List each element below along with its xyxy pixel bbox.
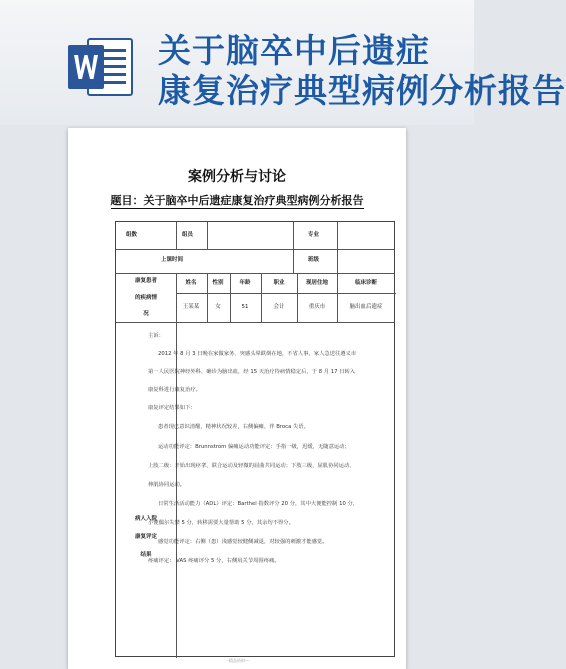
table-rule — [261, 273, 262, 322]
banner-title-line1: 关于脑卒中后遗症 — [158, 31, 430, 70]
note-line: 2012 年 8 月 3 日晚在家做家务，突感头晕跌倒在地，不省人事，家人急送往遵义市 — [158, 351, 357, 357]
patient-label-line: 康复患者 — [134, 278, 158, 284]
header-banner — [0, 0, 566, 125]
note-line: 日常生活活动能力（ADL）评定：Barthel 指数评分 20 分，其中大便能控制 10 分， — [158, 501, 359, 507]
patient-header: 性别 — [212, 280, 224, 286]
note-line: 运动功能评定：Brunnstrom 偏瘫运动功能评定：手指一级，迟缓，无随意运动； — [158, 444, 350, 450]
class-time-label: 上课时间 — [161, 257, 184, 263]
note-line: 疼痛评定： VAS 疼痛评分 5 分，右侧肩关节周围疼痛。 — [148, 558, 280, 564]
members-label: 组员 — [182, 232, 194, 238]
table-rule — [293, 222, 294, 273]
table-rule — [176, 293, 396, 294]
eval-label-line: 康复评定 — [134, 534, 158, 540]
table-rule — [207, 273, 208, 322]
patient-label-line: 况 — [143, 311, 149, 317]
document-subject — [68, 192, 406, 208]
patient-label-line: 的疾病情 — [134, 295, 158, 301]
class-label: 班级 — [308, 257, 320, 263]
table-rule — [337, 273, 338, 322]
patient-value: 51 — [241, 304, 249, 310]
word-doc-icon — [66, 37, 134, 97]
group-no-label: 组数 — [126, 232, 138, 238]
table-rule — [116, 322, 394, 323]
patient-header: 现居住地 — [305, 280, 329, 286]
major-label: 专业 — [308, 232, 320, 238]
patient-value: 重庆市 — [308, 304, 326, 310]
note-line: 患者现已意识清醒，精神状况较差，右侧偏瘫，伴 Broca 失语。 — [158, 424, 309, 430]
table-rule — [230, 273, 231, 322]
banner-title-line2: 康复治疗典型病例分析报告 — [158, 71, 566, 110]
note-line: 第一人民医院神经外科，确诊为脑出血，经 15 天治疗待病情稳定后，于 8 月 17 日转入 — [148, 369, 356, 375]
document-page — [68, 128, 406, 669]
table-rule — [116, 273, 394, 274]
table-rule — [337, 222, 338, 273]
subject-text: 题目：关于脑卒中后遗症康复治疗典型病例分析报告 — [110, 194, 364, 207]
patient-header: 职业 — [273, 280, 285, 286]
note-line: 主诉： — [148, 333, 164, 339]
eval-label-line: 病人入院 — [134, 516, 158, 522]
note-line: 上肢二级：开始出现痉挛，联合运动及轻微的屈曲共同运动；下肢三级，屈肌协同运动、 — [148, 463, 355, 469]
table-rule — [207, 222, 208, 249]
page-footer: 一精品资料— — [225, 658, 249, 663]
patient-header: 年龄 — [239, 280, 251, 286]
patient-header: 临床诊断 — [354, 280, 378, 286]
table-rule — [176, 222, 177, 249]
document-heading: 案例分析与讨论 — [188, 169, 286, 185]
eval-label-line: 结果 — [140, 552, 152, 558]
patient-header: 姓名 — [185, 280, 197, 286]
note-line: 康复评定结果如下： — [148, 405, 196, 411]
note-line: 小便偶尔失禁 5 分，转移需要大量帮助 5 分，其余均不得分。 — [148, 520, 294, 526]
case-table — [115, 221, 395, 657]
note-line: 康复科进行康复治疗。 — [148, 387, 201, 393]
table-rule — [297, 273, 298, 322]
patient-value: 王某某 — [182, 304, 200, 310]
patient-value: 脑出血后遗症 — [349, 304, 383, 310]
note-line: 感觉功能评定：右侧（患）浅感觉较健侧减退，对较强的刺激才能感觉。 — [158, 539, 328, 545]
patient-value: 女 — [215, 304, 221, 310]
note-line: 伸肌协同运动。 — [148, 482, 186, 488]
table-rule — [116, 249, 394, 250]
patient-value: 会计 — [273, 304, 285, 310]
